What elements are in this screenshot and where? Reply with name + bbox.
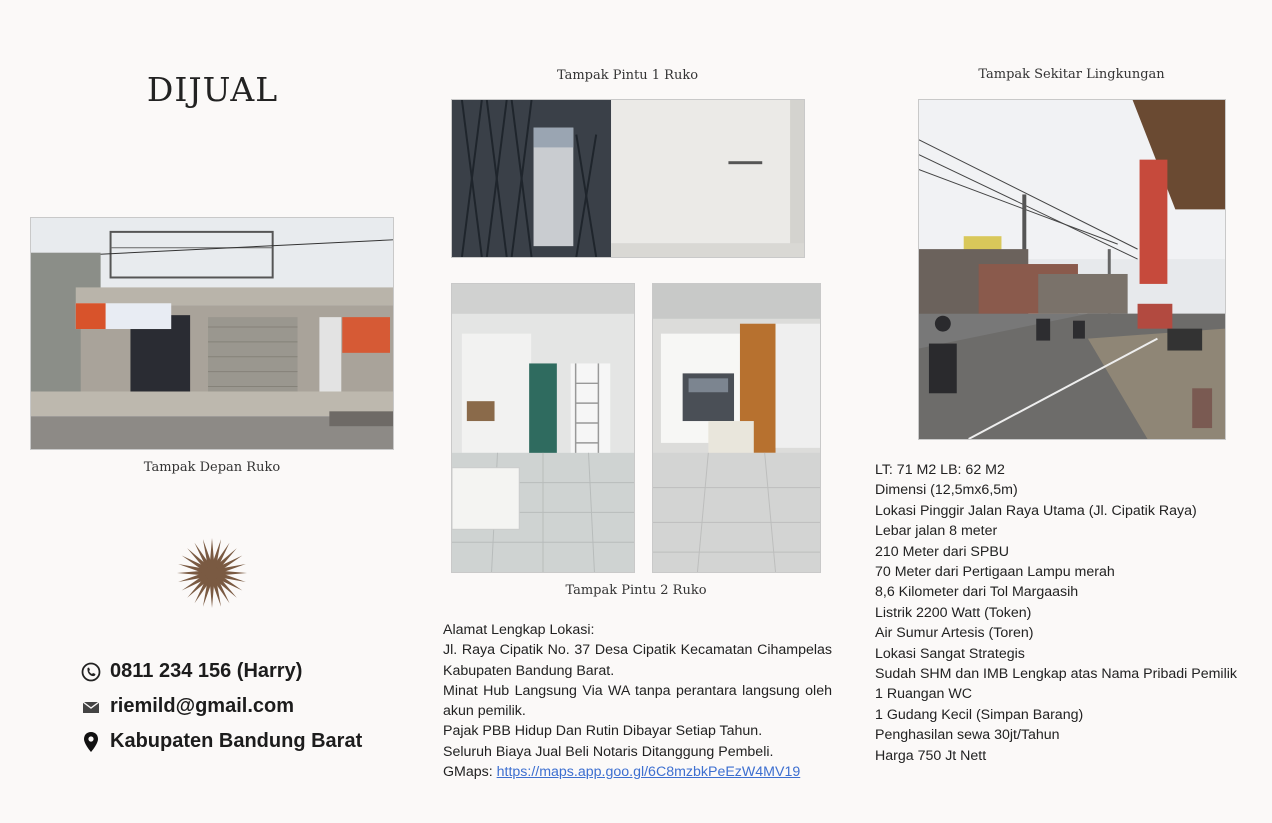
page-title: DIJUAL xyxy=(146,70,279,109)
spec-item: 8,6 Kilometer dari Tol Margaasih xyxy=(875,584,1079,601)
contact-email[interactable] xyxy=(80,695,294,718)
photo-door-1 xyxy=(451,99,805,258)
spec-item: 70 Meter dari Pertigaan Lampu merah xyxy=(875,564,1115,581)
gmaps-link[interactable]: https://maps.app.goo.gl/6C8mzbkPeEzW4MV19 xyxy=(496,764,801,781)
sunburst-icon xyxy=(176,537,248,609)
contact-location xyxy=(80,730,362,753)
address-block xyxy=(443,620,832,782)
caption-door1: Tampak Pintu 1 Ruko xyxy=(556,68,699,83)
phone-icon xyxy=(80,661,102,683)
spec-item: 1 Ruangan WC xyxy=(875,686,972,703)
gmaps-label: GMaps: xyxy=(443,764,497,781)
caption-door2: Tampak Pintu 2 Ruko xyxy=(565,583,707,598)
photo-surroundings xyxy=(918,99,1226,440)
spec-item: Air Sumur Artesis (Toren) xyxy=(875,625,1034,642)
photo-front-shop xyxy=(30,217,394,450)
spec-item: Penghasilan sewa 30jt/Tahun xyxy=(875,727,1060,744)
spec-item: Lokasi Sangat Strategis xyxy=(875,645,1025,662)
mail-icon xyxy=(80,696,102,718)
contact-location-text: Kabupaten Bandung Barat xyxy=(110,730,363,752)
photo-door-2-street xyxy=(652,283,821,573)
contact-email-text: riemild@gmail.com xyxy=(110,695,294,717)
photo-door-2-interior xyxy=(451,283,635,573)
spec-item: Sudah SHM dan IMB Lengkap atas Nama Pribadi Pemilik xyxy=(875,666,1237,683)
spec-item: LT: 71 M2 LB: 62 M2 xyxy=(875,462,1005,478)
spec-item: Harga 750 Jt Nett xyxy=(875,747,987,764)
spec-item: Listrik 2200 Watt (Token) xyxy=(875,604,1032,621)
tax-note: Pajak PBB Hidup Dan Rutin Dibayar Setiap Tahun. xyxy=(443,723,763,740)
map-pin-icon xyxy=(80,731,102,753)
spec-item: Dimensi (12,5mx6,5m) xyxy=(875,482,1018,499)
spec-item: Lebar jalan 8 meter xyxy=(875,523,998,540)
specs-list xyxy=(875,460,1244,766)
contact-phone-text: 0811 234 156 (Harry) xyxy=(110,660,303,682)
spec-item: Lokasi Pinggir Jalan Raya Utama (Jl. Cipatik Raya) xyxy=(875,502,1197,519)
contact-note: Minat Hub Langsung Via WA tanpa perantara langsung oleh akun pemilik. xyxy=(443,682,832,720)
spec-item: 210 Meter dari SPBU xyxy=(875,543,1010,560)
address-heading: Alamat Lengkap Lokasi: xyxy=(443,622,595,638)
caption-front: Tampak Depan Ruko xyxy=(143,460,281,475)
spec-item: 1 Gudang Kecil (Simpan Barang) xyxy=(875,706,1084,723)
fees-note: Seluruh Biaya Jual Beli Notaris Ditanggung Pembeli. xyxy=(443,743,774,760)
gmaps-line xyxy=(443,762,832,782)
contact-phone[interactable] xyxy=(80,660,302,683)
address-text: Jl. Raya Cipatik No. 37 Desa Cipatik Kecamatan Cihampelas Kabupaten Bandung Barat. xyxy=(443,642,832,679)
caption-surroundings: Tampak Sekitar Lingkungan xyxy=(978,67,1165,82)
